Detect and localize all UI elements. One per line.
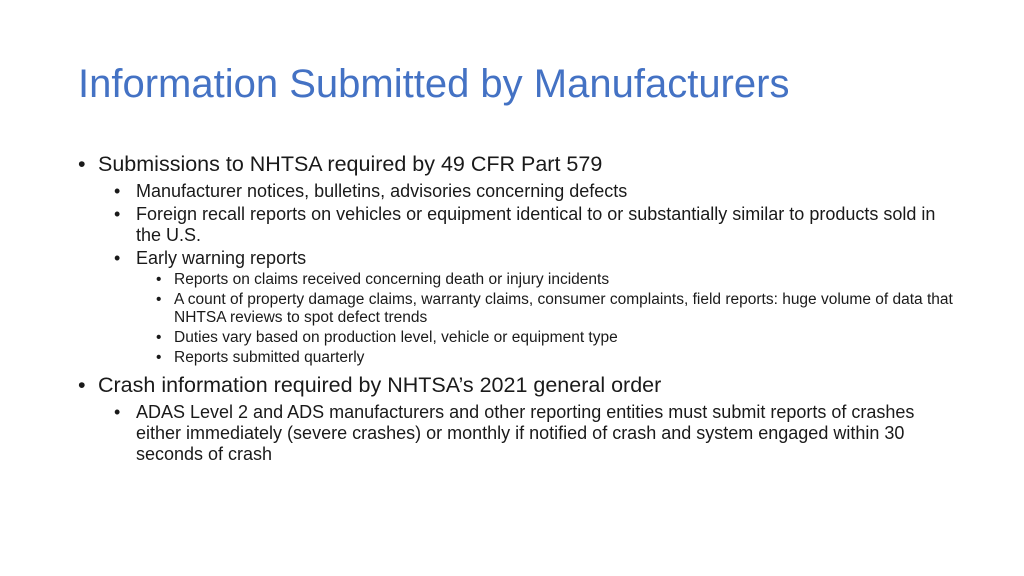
bullet-foreign-recall-reports: • Foreign recall reports on vehicles or equipment identical to or substantially similar to products sold in the U.S. <box>78 204 958 246</box>
bullet-crash-information: • Crash information required by NHTSA’s 2021 general order <box>78 373 958 398</box>
bullet-cfr-submissions: • Submissions to NHTSA required by 49 CFR Part 579 <box>78 152 958 177</box>
bullet-reports-quarterly: • Reports submitted quarterly <box>78 349 958 367</box>
bullet-adas-ads-reporting: • ADAS Level 2 and ADS manufacturers and other reporting entities must submit reports of crashes either immediately (severe crashes) or monthly if notified of crash and system engaged within 30 seconds of crash <box>78 402 958 465</box>
bullet-property-damage-count: • A count of property damage claims, warranty claims, consumer complaints, field reports: huge volume of data that NHTSA reviews to spot defect trends <box>78 291 958 327</box>
bullet-manufacturer-notices: • Manufacturer notices, bulletins, advisories concerning defects <box>78 181 958 202</box>
bullet-death-injury-claims: • Reports on claims received concerning death or injury incidents <box>78 271 958 289</box>
bullet-list <box>78 152 958 465</box>
slide-title: Information Submitted by Manufacturers <box>78 62 790 106</box>
bullet-early-warning-reports: • Early warning reports <box>78 248 958 269</box>
bullet-duties-vary: • Duties vary based on production level, vehicle or equipment type <box>78 329 958 347</box>
